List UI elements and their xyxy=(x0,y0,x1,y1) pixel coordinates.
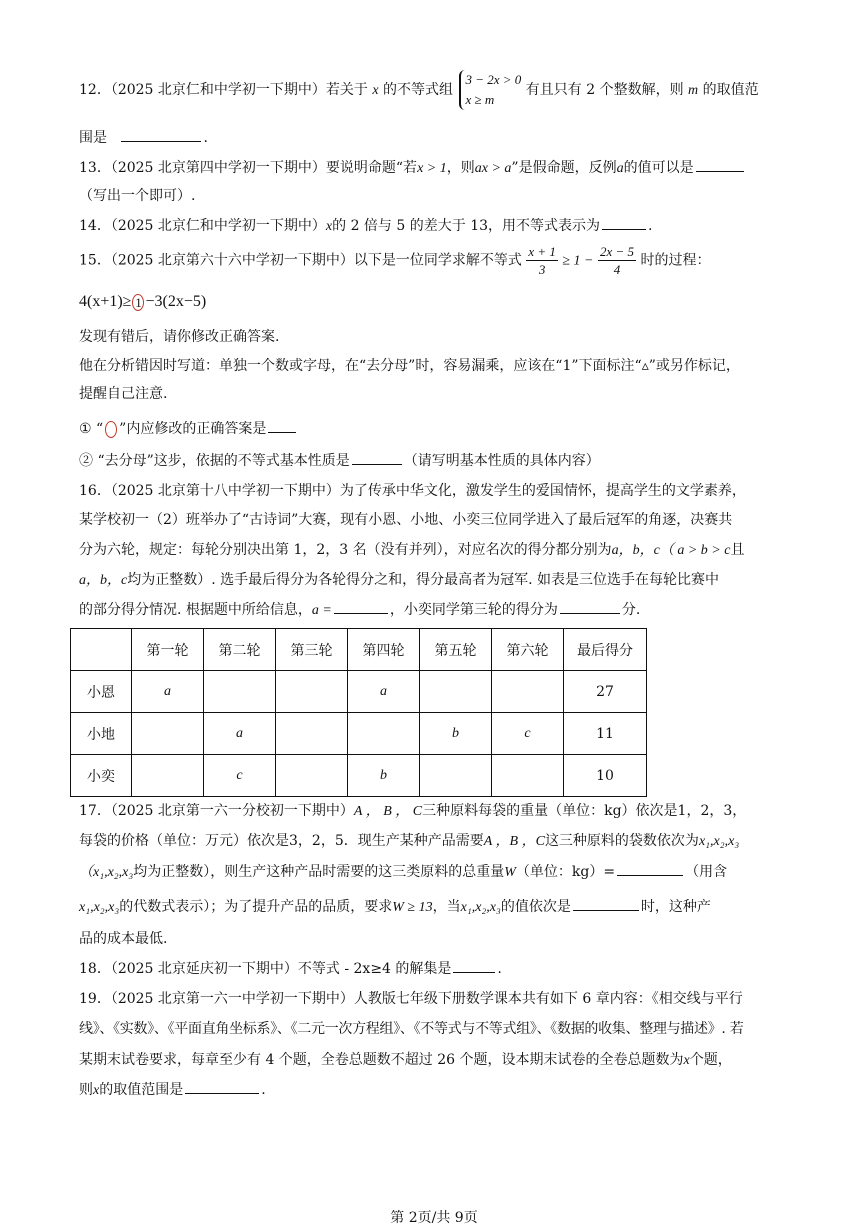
q15-student-work xyxy=(79,293,206,311)
q16-text-5c: 分. xyxy=(621,602,641,618)
q16-line-2 xyxy=(79,509,732,529)
q18-end: . xyxy=(497,961,502,977)
q15-frac2-den: 4 xyxy=(613,262,621,277)
q16-answer-a-blank[interactable] xyxy=(334,599,388,614)
q16-var-a-eq: a = xyxy=(311,603,332,618)
q19-var-x: x xyxy=(683,1053,690,1068)
q17-text-4a: 的代数式表示）；为了提升产品的品质，要求 xyxy=(119,899,393,915)
q12-sys-line-2: x ≥ m xyxy=(465,92,495,107)
q13-answer-blank[interactable] xyxy=(696,157,744,172)
q14-answer-blank[interactable] xyxy=(602,215,646,230)
q16-line-1 xyxy=(79,480,746,500)
table-cell: c xyxy=(204,755,276,797)
q13-text-mid: ，则 xyxy=(446,160,475,176)
q17-vars-abc-2: A ，B ，C xyxy=(483,834,545,849)
table-cell: 小恩 xyxy=(71,671,132,713)
q12-var-m: m xyxy=(688,83,699,98)
q17-line-4 xyxy=(79,896,711,916)
table-header-cell: 第一轮 xyxy=(132,629,204,671)
q15-s2-b: （请写明基本性质的具体内容） xyxy=(403,453,600,469)
table-cell: 小地 xyxy=(71,713,132,755)
q19-text-2: 线》、《实数》、《平面直角坐标系》、《二元一次方程组》、《不等式与不等式组》、《数据的收集、整理与描述》. 若 xyxy=(79,1021,744,1037)
q15-s1-a: ① “ xyxy=(79,421,104,437)
q15-work-circled-1: 1 xyxy=(135,294,142,310)
q17-text-3b: （单位：kg）= xyxy=(515,864,616,880)
q15-work-b: −3(2x−5) xyxy=(145,293,207,310)
table-cell: a xyxy=(132,671,204,713)
page-footer: 第 2页/共 9页 xyxy=(390,1210,478,1226)
table-row xyxy=(71,755,647,797)
table-header-cell: 最后得分 xyxy=(564,629,647,671)
table-cell: 27 xyxy=(564,671,647,713)
table-cell: a xyxy=(204,713,276,755)
table-cell xyxy=(276,713,348,755)
q15-p3-text: 提醒自己注意. xyxy=(79,386,168,402)
q12-answer-blank[interactable] xyxy=(121,127,201,142)
q12-inequality-system xyxy=(459,70,521,110)
table-row xyxy=(71,713,647,755)
q13-var-a: a xyxy=(616,161,624,176)
q14-end: . xyxy=(648,218,653,234)
table-cell xyxy=(276,671,348,713)
q15-frac2-num: 2x − 5 xyxy=(599,244,634,259)
table-cell: 10 xyxy=(564,755,647,797)
table-header-cell: 第六轮 xyxy=(492,629,564,671)
question-15-line-1 xyxy=(79,243,710,278)
q12-sys-line-1: 3 − 2x > 0 xyxy=(465,72,522,87)
q16-text-3b: 且 xyxy=(730,542,745,558)
q15-p1-text: 发现有错后，请你修改正确答案. xyxy=(79,329,280,345)
q16-answer-score-blank[interactable] xyxy=(560,599,620,614)
table-cell xyxy=(420,671,492,713)
q13-text-line2: （写出一个即可）. xyxy=(79,188,196,204)
q17-x-vars-3: x₁,x₂,x₃ xyxy=(79,900,120,915)
q17-line-5 xyxy=(79,928,167,948)
q17-line-2 xyxy=(79,830,739,850)
q15-text: 15．（2025 北京第六十六中学初一下期中）以下是一位同学求解不等式 xyxy=(79,252,522,269)
q19-text-1: 19．（2025 北京第一六一中学初一下期中）人教版七年级下册数学课本共有如下 6 章内容：《相交线与平行 xyxy=(79,991,743,1007)
q13-text-tail2: 的值可以是 xyxy=(623,160,694,176)
q16-text-1: 16．（2025 北京第十八中学初一下期中）为了传承中华文化，激发学生的爱国情怀，提高学生的文学素养， xyxy=(79,483,746,499)
q13-cond: x > 1 xyxy=(417,161,447,176)
q15-s2-answer-blank[interactable] xyxy=(352,450,402,465)
question-12-line-2 xyxy=(79,127,208,147)
q12-var-x: x xyxy=(372,83,379,98)
q17-text-5: 品的成本最低. xyxy=(79,931,168,947)
q16-text-2: 某学校初一（2）班举办了“古诗词”大赛，现有小恩、小地、小奕三位同学进入了最后冠军的角逐，决赛共 xyxy=(79,512,733,528)
table-cell: a xyxy=(348,671,420,713)
q15-text-tail: 时的过程： xyxy=(640,252,711,269)
q12-text-line2: 围是 xyxy=(79,130,107,146)
table-cell xyxy=(204,671,276,713)
q15-sub-1 xyxy=(79,418,298,438)
q19-text-3a: 某期末试卷要求，每章至少有 4 个题，全卷总题数不超过 26 个题，设本期末试卷的全卷总题数为 xyxy=(79,1052,684,1068)
q17-x-vars-2: （x₁,x₂,x₃ xyxy=(79,865,134,880)
q17-text-4b: ，当 xyxy=(432,899,461,915)
q16-line-5 xyxy=(79,599,640,619)
q17-text-2a: 每袋的价格（单位：万元）依次是3，2，5．现生产某种产品需要 xyxy=(79,833,484,849)
q17-answer-W-blank[interactable] xyxy=(617,861,683,876)
table-cell: 小奕 xyxy=(71,755,132,797)
q12-text-tail2: 的取值范 xyxy=(702,82,759,98)
table-cell: c xyxy=(492,713,564,755)
q15-circle-icon xyxy=(105,421,117,438)
q15-circle-mark xyxy=(132,294,144,311)
q17-text-4d: 时，这种产 xyxy=(640,899,711,915)
q17-text-3a: 均为正整数），则生产这种产品时需要的这三类原料的总重量 xyxy=(133,864,505,880)
q19-line-3 xyxy=(79,1049,732,1069)
q15-sub-2 xyxy=(79,450,600,470)
q15-p3 xyxy=(79,383,167,403)
q16-text-3a: 分为六轮，规定：每轮分别决出第 1，2，3 名（没有并列），对应名次的得分都分别为 xyxy=(79,542,612,558)
q15-s1-answer-blank[interactable] xyxy=(268,418,296,433)
table-header-cell: 第四轮 xyxy=(348,629,420,671)
q19-line-2 xyxy=(79,1018,743,1038)
question-13-line-1 xyxy=(79,157,746,177)
q16-line-4 xyxy=(79,569,719,589)
table-header-cell: 第二轮 xyxy=(204,629,276,671)
q19-var-x-2: x xyxy=(93,1083,100,1098)
question-18 xyxy=(79,958,502,978)
q17-x-vars-4: x₁,x₂,x₃ xyxy=(460,900,501,915)
q15-frac1-num: x + 1 xyxy=(528,244,556,259)
q15-frac1-den: 3 xyxy=(538,262,546,277)
table-row xyxy=(71,671,647,713)
q12-text-tail: 有且只有 2 个整数解，则 xyxy=(525,82,684,98)
table-cell xyxy=(420,755,492,797)
q17-line-1 xyxy=(79,800,746,820)
q15-p2 xyxy=(79,355,740,375)
table-header-cell: 第五轮 xyxy=(420,629,492,671)
q16-text-4b: 均为正整数）. 选手最后得分为各轮得分之和，得分最高者为冠军. 如表是三位选手在每轮比赛中 xyxy=(127,572,720,588)
q17-text-2b: 这三种原料的袋数依次为 xyxy=(544,833,699,849)
table-header-cell xyxy=(71,629,132,671)
q17-vars-abc: A ， B ， C xyxy=(353,804,423,819)
q17-x-vars: x₁,x₂,x₃ xyxy=(698,834,740,849)
q15-work-a: 4(x+1)≥ xyxy=(79,293,132,310)
q19-end: . xyxy=(261,1082,266,1098)
q18-text: 18．（2025 北京延庆初一下期中）不等式 - 2x≥4 的解集是 xyxy=(79,961,452,977)
q19-line-1 xyxy=(79,988,743,1008)
q16-cond: （ a > b > c xyxy=(659,543,731,558)
q13-text: 13．（2025 北京第四中学初一下期中）要说明命题“若 xyxy=(79,160,418,176)
q17-text-3c: （用含 xyxy=(685,864,728,880)
q17-text-4c: 的值依次是 xyxy=(500,899,571,915)
table-cell xyxy=(276,755,348,797)
question-13-line-2 xyxy=(79,185,195,205)
q19-answer-blank[interactable] xyxy=(185,1079,259,1094)
q15-p2-text: 他在分析错因时写道：单独一个数或字母，在“去分母”时，容易漏乘，应该在“1”下面标注“▵”或另作标记， xyxy=(79,358,740,374)
q15-ge: ≥ 1 − xyxy=(562,253,594,269)
q13-concl: ax > a xyxy=(474,161,512,176)
q19-text-4b: 的取值范围是 xyxy=(99,1082,184,1098)
q15-s1-b: ”内应修改的正确答案是 xyxy=(119,421,267,437)
q18-answer-blank[interactable] xyxy=(453,958,495,973)
table-cell: b xyxy=(348,755,420,797)
question-12-line-1 xyxy=(79,70,759,110)
q14-text-tail: 的 2 倍与 5 的差大于 13，用不等式表示为 xyxy=(332,218,601,234)
q14-var-x: x xyxy=(325,219,333,234)
q16-text-5a: 的部分得分情况. 根据题中所给信息， xyxy=(79,602,312,618)
q19-text-3b: 个题， xyxy=(689,1052,732,1068)
q12-end: . xyxy=(203,130,208,146)
q15-fraction-1 xyxy=(526,243,558,278)
q15-p1 xyxy=(79,326,279,346)
q16-vars-abc-2: a，b，c xyxy=(79,573,128,588)
q17-answer-x-blank[interactable] xyxy=(573,896,639,911)
q17-var-W: W xyxy=(504,865,516,880)
table-cell: 11 xyxy=(564,713,647,755)
q19-text-4a: 则 xyxy=(79,1082,93,1098)
table-cell xyxy=(348,713,420,755)
q17-cond-W: W ≥ 13 xyxy=(392,900,433,915)
table-header-cell: 第三轮 xyxy=(276,629,348,671)
q17-line-3 xyxy=(79,861,727,881)
q19-line-4 xyxy=(79,1079,266,1099)
q15-fraction-2 xyxy=(598,243,636,278)
q14-text: 14．（2025 北京仁和中学初一下期中） xyxy=(79,218,326,234)
table-header-row xyxy=(71,629,647,671)
table-cell xyxy=(492,755,564,797)
score-table xyxy=(70,628,647,797)
q16-line-3 xyxy=(79,539,744,559)
table-cell xyxy=(132,755,204,797)
q17-text-1a: 17．（2025 北京第一六一分校初一下期中） xyxy=(79,803,354,819)
table-cell: b xyxy=(420,713,492,755)
q17-text-1b: 三种原料每袋的重量（单位：kg）依次是1，2，3， xyxy=(422,803,747,819)
table-cell xyxy=(492,671,564,713)
q12-text: 12．（2025 北京仁和中学初一下期中）若关于 xyxy=(79,82,368,98)
q15-s2-a: ② “去分母”这步，依据的不等式基本性质是 xyxy=(79,453,350,469)
q13-text-tail: ”是假命题，反例 xyxy=(511,160,617,176)
q16-text-5b: ，小奕同学第三轮的得分为 xyxy=(389,602,558,618)
q16-vars-abc: a，b，c xyxy=(611,543,660,558)
q12-text-mid: 的不等式组 xyxy=(383,82,454,98)
table-cell xyxy=(132,713,204,755)
question-14 xyxy=(79,215,652,235)
